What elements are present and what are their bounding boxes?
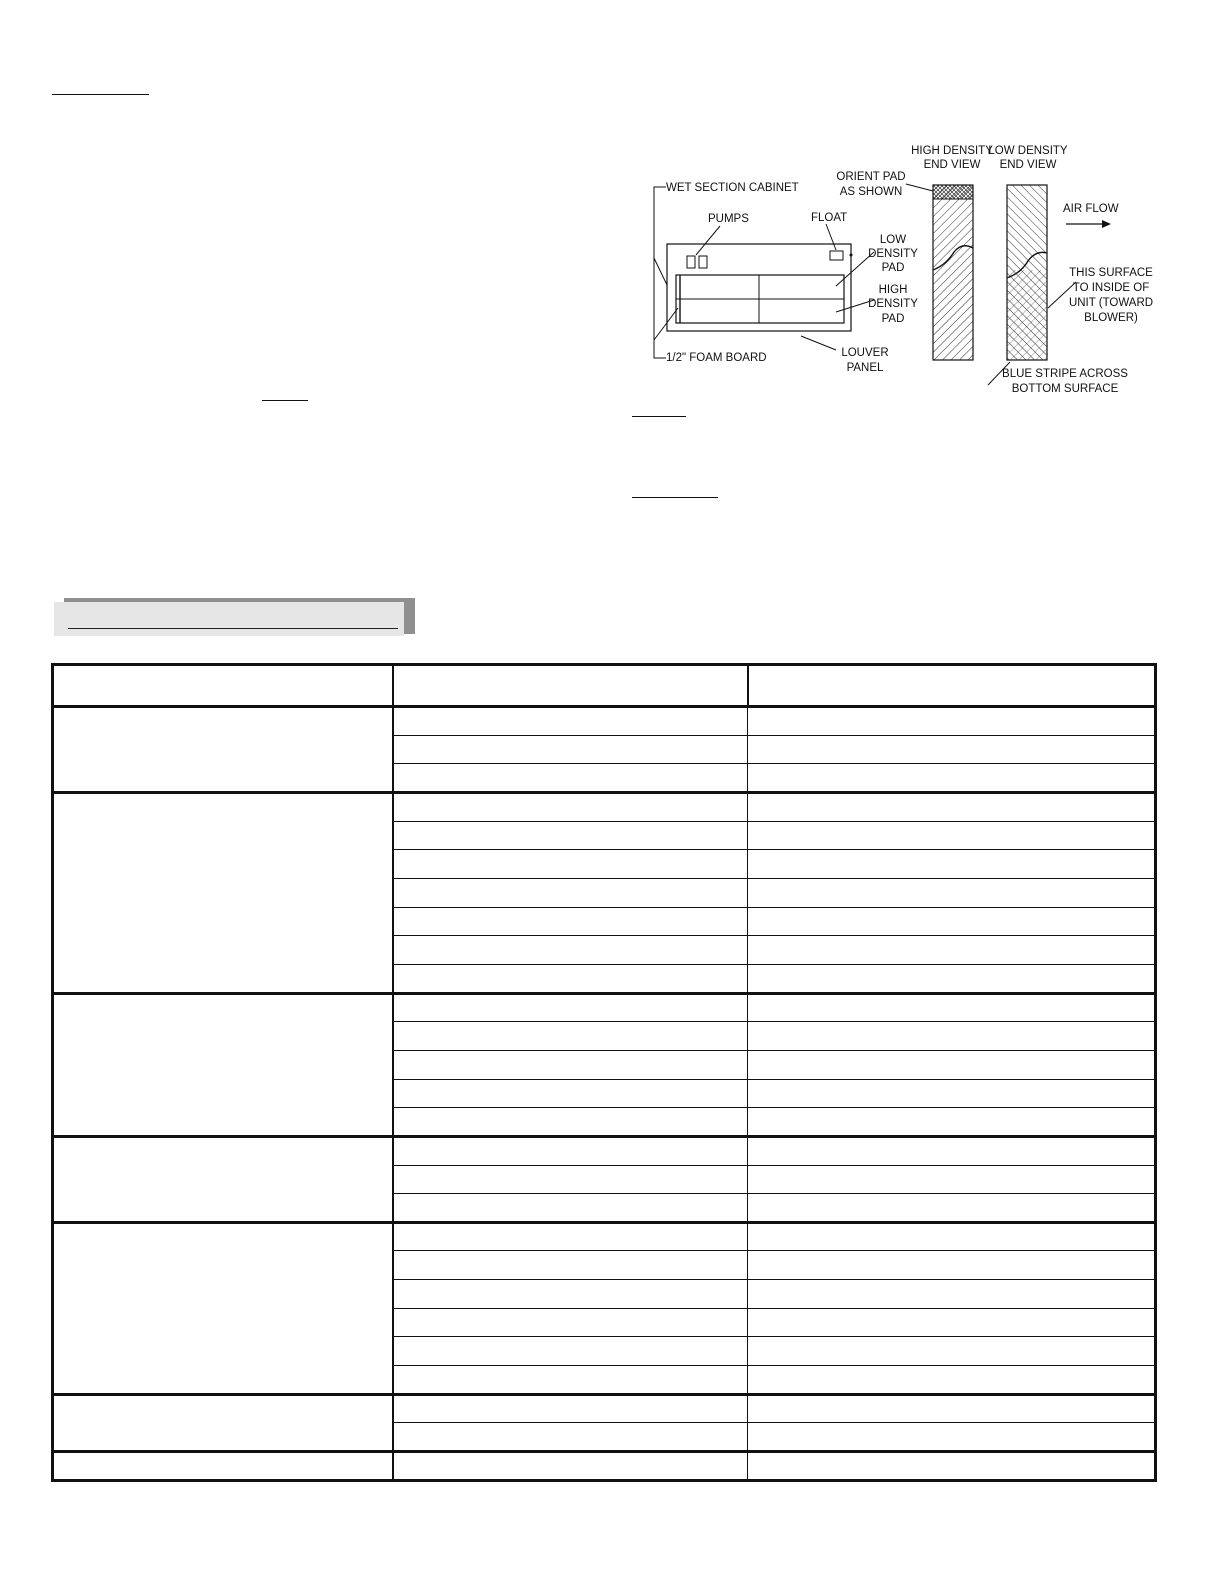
cause-cell [393, 993, 748, 1022]
cause-cell [393, 792, 748, 821]
remedy-cell [748, 707, 1156, 736]
label-low-density-end-view: END VIEW [999, 159, 1057, 171]
cause-cell [393, 1366, 748, 1395]
problem-cell [53, 707, 393, 793]
problem-cell [53, 1222, 393, 1394]
remedy-cell [748, 878, 1156, 907]
remedy-cell [748, 1050, 1156, 1079]
label-low-density-pad: LOW [879, 234, 907, 246]
section-banner [54, 602, 404, 636]
header-cell [393, 665, 748, 707]
header-cell [53, 665, 393, 707]
table-row [53, 1136, 1156, 1165]
cause-cell [393, 735, 748, 764]
remedy-cell [748, 1452, 1156, 1481]
cause-cell [393, 1050, 748, 1079]
label-high-density-pad: PAD [881, 313, 905, 325]
heading-underline [52, 94, 149, 95]
section-banner-underline [68, 628, 398, 629]
table-row [53, 993, 1156, 1022]
remedy-cell [748, 1194, 1156, 1223]
cause-cell [393, 936, 748, 965]
label-blue-stripe: BLUE STRIPE ACROSS [1002, 368, 1128, 380]
label-louver-panel: PANEL [846, 362, 884, 374]
problem-cell [53, 1394, 393, 1451]
table-row [53, 792, 1156, 821]
remedy-cell [748, 1280, 1156, 1309]
high-density-pad-end [933, 185, 973, 360]
troubleshooting-table [51, 663, 1157, 1482]
label-float: FLOAT [811, 212, 848, 224]
cause-cell [393, 1022, 748, 1051]
cause-cell [393, 1337, 748, 1366]
cause-cell [393, 707, 748, 736]
label-high-density-pad: HIGH [878, 284, 908, 296]
label-low-density-pad: DENSITY [868, 248, 918, 260]
cause-cell [393, 1308, 748, 1337]
label-foam-board: 1/2" FOAM BOARD [666, 352, 767, 364]
table-row [53, 1452, 1156, 1481]
label-louver-panel: LOUVER [841, 347, 889, 359]
remedy-cell [748, 1165, 1156, 1194]
remedy-cell [748, 1222, 1156, 1251]
cause-cell [393, 850, 748, 879]
label-pumps: PUMPS [708, 213, 749, 225]
label-low-density-pad: PAD [881, 262, 905, 274]
remedy-cell [748, 850, 1156, 879]
cause-cell [393, 821, 748, 850]
table-header-row [53, 665, 1156, 707]
cause-cell [393, 964, 748, 993]
remedy-cell [748, 1394, 1156, 1423]
label-wet-section-cabinet: WET SECTION CABINET [666, 182, 799, 194]
cause-cell [393, 1165, 748, 1194]
remedy-cell [748, 1079, 1156, 1108]
remedy-cell [748, 792, 1156, 821]
cause-cell [393, 1222, 748, 1251]
emphasis-underline [262, 400, 308, 401]
label-this-surface: THIS SURFACE [1069, 267, 1153, 279]
cause-cell [393, 878, 748, 907]
label-high-density-pad: DENSITY [868, 298, 918, 310]
problem-cell [53, 993, 393, 1136]
remedy-cell [748, 821, 1156, 850]
remedy-cell [748, 1337, 1156, 1366]
remedy-cell [748, 1251, 1156, 1280]
cabinet-front-view [654, 182, 918, 374]
remedy-cell [748, 907, 1156, 936]
note-underline [632, 416, 686, 417]
cause-cell [393, 764, 748, 793]
table-row [53, 1394, 1156, 1423]
label-low-density-end-view: LOW DENSITY [988, 145, 1068, 157]
pump-icon [687, 256, 695, 268]
float-icon [830, 251, 843, 260]
problem-cell [53, 1136, 393, 1222]
label-this-surface: UNIT (TOWARD [1068, 297, 1154, 309]
table-body [53, 707, 1156, 1481]
remedy-cell [748, 1308, 1156, 1337]
label-this-surface: BLOWER) [1084, 312, 1138, 324]
remedy-cell [748, 936, 1156, 965]
remedy-cell [748, 764, 1156, 793]
problem-cell [53, 1452, 393, 1481]
remedy-cell [748, 1022, 1156, 1051]
remedy-cell [748, 1366, 1156, 1395]
label-this-surface: TO INSIDE OF [1072, 282, 1150, 294]
label-high-density-end-view: HIGH DENSITY [911, 145, 993, 157]
caution-underline [632, 497, 718, 498]
pump-icon [699, 256, 707, 268]
label-high-density-end-view: END VIEW [923, 159, 981, 171]
remedy-cell [748, 993, 1156, 1022]
cause-cell [393, 1136, 748, 1165]
remedy-cell [748, 1108, 1156, 1137]
table-row [53, 707, 1156, 736]
table-row [53, 1222, 1156, 1251]
remedy-cell [748, 1136, 1156, 1165]
header-cell [748, 665, 1156, 707]
label-orient-pad: AS SHOWN [839, 186, 903, 198]
cause-cell [393, 907, 748, 936]
cause-cell [393, 1251, 748, 1280]
remedy-cell [748, 1423, 1156, 1452]
cause-cell [393, 1194, 748, 1223]
cause-cell [393, 1108, 748, 1137]
wet-section-pad-diagram [636, 140, 1160, 402]
cause-cell [393, 1394, 748, 1423]
orient-marker [933, 185, 973, 199]
cause-cell [393, 1079, 748, 1108]
remedy-cell [748, 964, 1156, 993]
cause-cell [393, 1452, 748, 1481]
cause-cell [393, 1423, 748, 1452]
label-air-flow: AIR FLOW [1063, 203, 1119, 215]
label-blue-stripe: BOTTOM SURFACE [1011, 383, 1119, 395]
cause-cell [393, 1280, 748, 1309]
remedy-cell [748, 735, 1156, 764]
label-orient-pad: ORIENT PAD [836, 171, 906, 183]
problem-cell [53, 792, 393, 993]
